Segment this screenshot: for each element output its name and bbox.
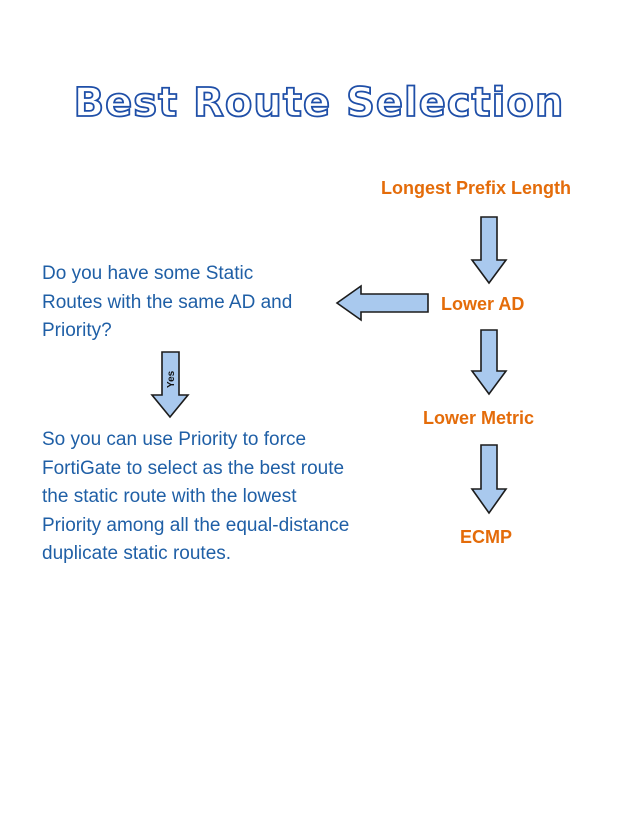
step-longest-prefix-length: Longest Prefix Length <box>381 178 572 198</box>
question-text: Do you have some Static Routes with the same AD and Priority? <box>42 263 293 341</box>
answer-text: So you can use Priority to force FortiGate to select as the best route the static route with the lowest Priority among all the equal-distance duplicate static routes. <box>42 429 350 564</box>
down-arrow-2-icon <box>472 330 506 394</box>
left-arrow-icon <box>337 286 428 320</box>
step-ecmp: ECMP <box>460 527 513 547</box>
yes-label: Yes <box>166 370 177 388</box>
page-title: Best Route Selection <box>73 80 565 126</box>
down-arrow-1-icon <box>472 217 506 283</box>
step-lower-metric: Lower Metric <box>423 408 535 428</box>
down-arrow-3-icon <box>472 445 506 513</box>
step-lower-ad: Lower AD <box>441 294 525 314</box>
